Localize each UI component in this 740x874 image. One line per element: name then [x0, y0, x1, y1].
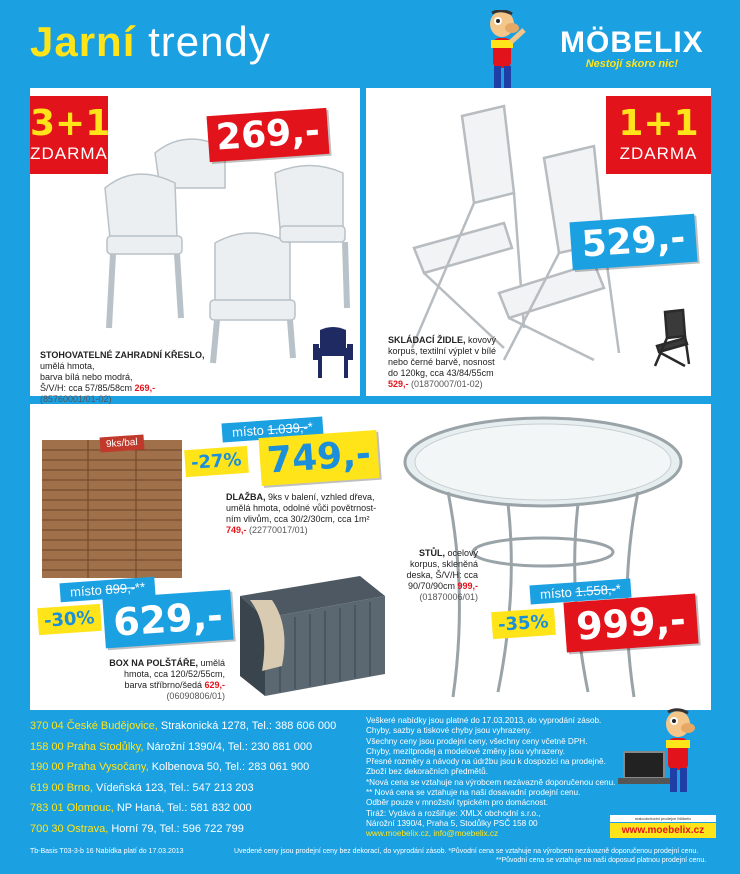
store-row: [30, 819, 336, 840]
legal-notes: [366, 716, 616, 840]
table-code: (01870006/01): [419, 592, 478, 602]
chairs-code: (85760001/01-02): [40, 394, 112, 404]
tiles-desc-1: 9ks v balení, vzhled dřeva,: [265, 492, 375, 502]
promo-3plus1: [30, 96, 111, 174]
tiles-discount: -27%: [184, 446, 248, 477]
table-desc-4: 90/70/90cm: [407, 581, 458, 591]
box-misto-star: **: [134, 579, 146, 596]
mascot-url-link[interactable]: www.moebelix.cz: [610, 823, 716, 838]
note-line: ** Nová cena se vztahuje na naši dosavadní prodejní cenu.: [366, 788, 581, 798]
box-desc-1: umělá: [197, 658, 225, 668]
store-row: [30, 716, 336, 737]
chairs-description: [40, 350, 220, 405]
table-name: STŮL,: [418, 548, 445, 558]
table-desc-2: korpus, skleněná: [409, 559, 478, 569]
folding-desc-3: nebo černé barvě, nosnost: [388, 357, 495, 367]
promo-big-text: 1+1: [618, 103, 699, 144]
box-desc-3: barva stříbrno/šedá: [124, 680, 205, 690]
store-row: [30, 778, 336, 799]
promo-1plus1: [606, 96, 711, 174]
tiles-name: DLAŽBA,: [226, 492, 266, 502]
price-chairs: 269,-: [207, 108, 330, 162]
title-word-2: trendy: [148, 18, 271, 65]
folding-name: SKLÁDACÍ ŽIDLE,: [388, 335, 466, 345]
note-line: Veškeré nabídky jsou platné do 17.03.2013, do vyprodání zásob.: [366, 716, 602, 725]
folding-desc-1: kovový: [465, 335, 497, 345]
folding-code: (01870007/01-02): [411, 379, 483, 389]
store-city: 700 30 Ostrava,: [30, 822, 109, 835]
store-row: [30, 757, 336, 778]
offer-panel-garden: [30, 404, 711, 710]
price-box: 629,-: [102, 590, 233, 649]
folding-description: [388, 335, 538, 390]
box-desc-price: 629,-: [204, 680, 225, 690]
box-description: [60, 658, 225, 702]
tiles-misto-label: místo: [231, 422, 268, 440]
price-tiles: 749,-: [258, 430, 379, 486]
store-address: Nárožní 1390/4, Tel.: 230 881 000: [143, 740, 313, 753]
table-desc-price: 999,-: [457, 581, 478, 591]
mascot-laptop-icon: [608, 708, 718, 808]
chairs-desc-3: Š/V/H: cca 57/85/58cm: [40, 383, 135, 393]
chairs-desc-price: 269,-: [134, 383, 156, 393]
footer-disclaimer: Uvedené ceny jsou prodejní ceny bez dekorací, do vyprodání zásob. *Původní cena se vztahuje na výrobcem nezávazně doporučenou prodejní cenu.: [234, 848, 699, 855]
store-row: [30, 737, 336, 758]
store-city: 190 00 Praha Vysočany,: [30, 761, 149, 773]
tiles-pack-badge: 9ks/bal: [100, 434, 145, 452]
tiles-description: [226, 492, 396, 536]
tiles-misto-star: *: [307, 419, 314, 435]
folding-desc-4: do 120kg, cca 43/84/55cm: [388, 368, 494, 378]
promo-small-text: ZDARMA: [619, 144, 698, 163]
web-contact-link[interactable]: www.moebelix.cz, info@moebelix.cz: [366, 829, 499, 839]
store-city: 619 00 Brno,: [30, 781, 93, 794]
note-line: *Nová cena se vztahuje na výrobcem nezávazně doporučenou cenu.: [366, 777, 616, 787]
brand-logo[interactable]: [560, 26, 704, 70]
store-list: [30, 716, 336, 839]
blue-chair-image: [312, 326, 354, 380]
price-table: 999,-: [563, 593, 698, 652]
note-line: Přesné rozměry a návody na údržbu jsou k dospozici na prodejně.: [366, 757, 606, 767]
table-desc-1: ocelový: [444, 548, 478, 558]
chairs-name: STOHOVATELNÉ ZAHRADNÍ KŘESLO,: [40, 350, 205, 360]
box-discount: -30%: [37, 604, 101, 635]
store-row: [30, 798, 336, 819]
note-line: Odběr pouze v množství typickém pro domácnost.: [366, 798, 549, 808]
table-description: [378, 548, 478, 603]
store-address: Vídeňská 123, Tel.: 547 213 203: [93, 781, 254, 794]
wood-tiles-image: [38, 436, 188, 586]
store-city: 783 01 Olomouc,: [30, 802, 114, 814]
tiles-code: (22770017/01): [249, 525, 308, 535]
box-code: (06090806/01): [166, 691, 225, 701]
store-address: Strakonická 1278, Tel.: 388 606 000: [157, 720, 337, 732]
tiles-desc-price: 749,-: [226, 525, 247, 535]
logo-name: MÖBELIX: [560, 26, 704, 59]
box-misto-price: 899,-: [104, 580, 136, 598]
promo-small-text: ZDARMA: [30, 144, 108, 163]
title-word-1: Jarní: [30, 18, 136, 65]
store-address: Kolbenova 50, Tel.: 283 061 900: [148, 761, 310, 773]
mascot-bottom: [608, 708, 718, 838]
store-city: 158 00 Praha Stodůlky,: [30, 740, 144, 753]
mascot-fine-print: maloobchodni prodejce Möbelix: [610, 815, 716, 822]
tiles-desc-3: ním vlivům, cca 30/2/30cm, cca 1m²: [226, 514, 370, 524]
box-misto-label: místo: [69, 582, 106, 600]
note-line: Zboží bez dekoračních předmětů.: [366, 767, 488, 777]
note-line: Tiráž: Vydává a rozšiřuje: XMLX obchodní s.r.o.,: [366, 808, 541, 818]
price-folding-chairs: 529,-: [569, 214, 697, 271]
chairs-desc-1: umělá hmota,: [40, 361, 95, 371]
footer-edition: Tb-Basis T03-3-b 16 Nabídka platí do 17.03.2013: [30, 848, 184, 855]
table-desc-3: deska, Š/V/H: cca: [406, 570, 478, 580]
chairs-desc-2: barva bílá nebo modrá,: [40, 372, 133, 382]
footer-disclaimer-2: **Původní cena se vztahuje na naši doposud platnou prodejní cenu.: [496, 857, 707, 864]
table-misto-star: *: [615, 581, 622, 597]
logo-slogan: Nestojí skoro nic!: [585, 58, 678, 70]
store-address: Horní 79, Tel.: 596 722 799: [108, 822, 244, 835]
page-title: [30, 18, 271, 66]
offer-panel-folding-chairs: [366, 88, 711, 396]
table-misto-price: 1.558,-: [574, 581, 617, 600]
store-city: 370 04 České Budějovice,: [30, 720, 158, 732]
box-desc-2: hmota, cca 120/52/55cm,: [123, 669, 225, 679]
black-folding-chair-image: [651, 308, 697, 368]
table-discount: -35%: [491, 608, 555, 639]
cushion-box-image: [220, 556, 390, 706]
note-line: Všechny ceny jsou prodejní ceny, všechny ceny včetně DPH.: [366, 736, 588, 746]
box-name: BOX NA POLŠTÁŘE,: [109, 658, 198, 668]
promo-big-text: 3+1: [30, 103, 111, 144]
store-address: NP Haná, Tel.: 581 832 000: [113, 802, 252, 814]
note-line: Nárožní 1390/4, Praha 5, Stodůlky PSČ 158 00: [366, 818, 538, 828]
folding-desc-2: korpus, textilní výplet v bílé: [388, 346, 497, 356]
note-line: Chyby, sazby a tiskové chyby jsou vyhrazeny.: [366, 726, 532, 736]
offer-panel-chairs: [30, 88, 360, 404]
folding-desc-price: 529,-: [388, 379, 409, 389]
table-misto-label: místo: [539, 584, 576, 602]
tiles-misto-price: 1.039,-: [266, 419, 309, 438]
tiles-desc-2: umělá hmota, odolné vůči povětrnost-: [226, 503, 377, 513]
note-line: Chyby, mezitprodej a modelové změny jsou vyhrazeny.: [366, 746, 566, 756]
